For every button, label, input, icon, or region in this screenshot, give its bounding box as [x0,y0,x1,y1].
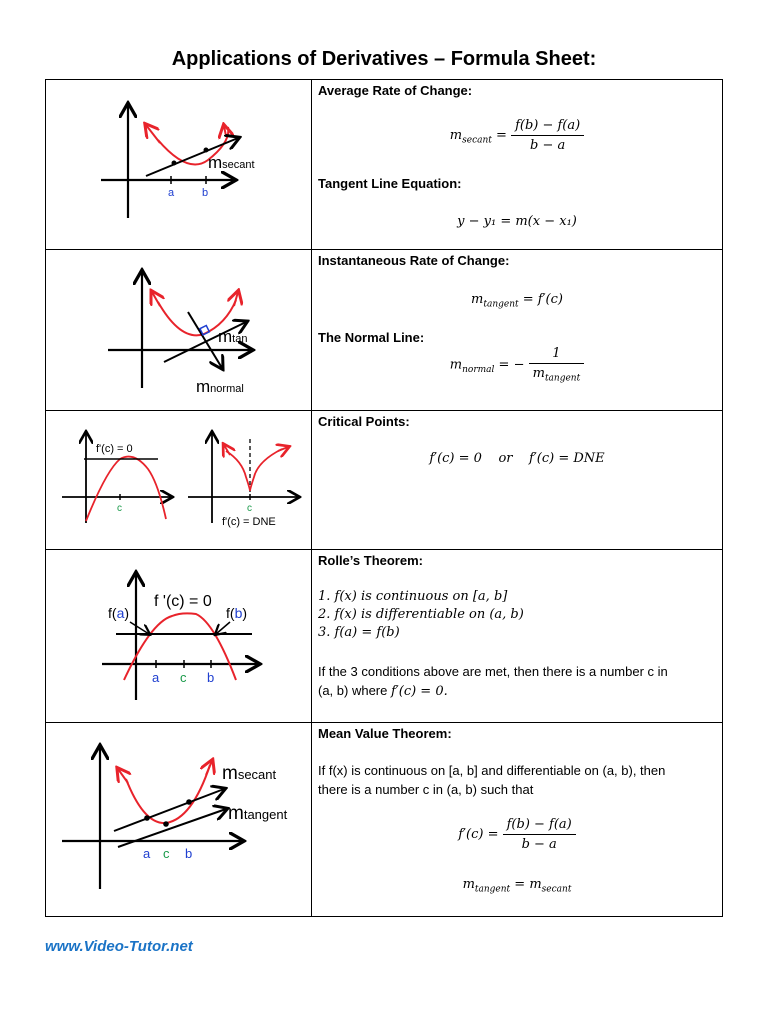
curve-left [86,457,166,521]
instantaneous-rate-text [312,250,723,411]
figure-rolle [46,550,312,723]
mvt-paragraph: If f(x) is continuous on [a, b] and differentiable on (a, b), then there is a number c in (a, b) such that [318,763,666,797]
critical-points-diagram [46,411,311,544]
tick-c-right: c [247,503,252,514]
rolle-diagram [46,550,311,717]
label-m-secant: msecant [222,763,277,784]
figure-mvt [46,723,312,917]
tick-c-left: c [117,503,122,514]
label-m-secant: msecant [208,153,255,172]
formula-tangent-slope: $m_{tangent} = f'(c)$ [471,292,563,310]
row-instantaneous-rate [46,250,723,411]
point-a [172,161,177,166]
mvt-diagram [46,723,311,911]
condition-1: 1. f(x) is continuous on [a, b] [318,589,508,604]
formula-table [45,79,723,917]
heading-rolles-theorem: Rolle’s Theorem: [318,553,423,568]
condition-3: 3. f(a) = f(b) [318,625,400,640]
point-b [186,799,192,805]
tick-b: b [202,187,209,199]
figure-critical [46,411,312,550]
average-rate-text [312,80,723,250]
row-rolles-theorem [46,550,723,723]
label-fb: f(b) [226,605,248,621]
curve-right [226,449,282,491]
tick-c: c [180,670,187,685]
formula-critical-points: f′(c) = 0 or f′(c) = DNE [429,451,605,466]
row-critical-points [46,411,723,550]
tangent-normal-diagram [46,250,311,405]
rolles-theorem-text [312,550,723,723]
label-derivative-dne: f'(c) = DNE [222,516,276,528]
figure-tangent-normal [46,250,312,411]
heading-tangent-line: Tangent Line Equation: [318,176,462,191]
footer-link[interactable]: www.Video-Tutor.net [45,938,193,955]
formula-normal-slope: $m_{normal}$ = − $\frac{1}{m_{tangent}}$ [312,346,722,384]
secant-diagram [46,80,311,244]
row-average-rate [46,80,723,250]
tick-a: a [168,187,175,199]
tick-a: a [152,670,160,685]
heading-mean-value-theorem: Mean Value Theorem: [318,726,452,741]
label-derivative-zero: f '(c) = 0 [154,593,212,610]
rolle-conclusion: If the 3 conditions above are met, then there is a number c in (a, b) where f′(c) = 0. [318,664,668,699]
heading-normal-line: The Normal Line: [318,330,425,345]
label-m-tan: mtan [218,327,248,346]
tick-b: b [207,670,215,685]
curve [126,765,210,823]
formula-secant-slope: $m_{secant}$ = $\frac{f(b) - f(a)}{b - a}$ [312,118,722,153]
heading-average-rate: Average Rate of Change: [318,83,473,98]
row-mean-value-theorem [46,723,723,917]
tick-b: b [185,846,193,861]
critical-points-text [312,411,723,550]
label-m-normal: mnormal [196,377,244,396]
label-derivative-zero: f'(c) = 0 [96,443,133,455]
rolle-conditions [318,588,524,642]
figure-secant [46,80,312,250]
tick-c: c [163,846,170,861]
mean-value-theorem-text [312,723,723,917]
point-a [144,815,150,821]
formula-m-tangent-equals-secant: $m_{tangent} = m_{secant}$ [462,877,572,895]
page-title: Applications of Derivatives – Formula Sheet: [171,48,597,70]
point-c [163,821,169,827]
formula-tangent-line: y − y₁ = m(x − x₁) [457,214,577,229]
normal-line [188,312,222,368]
heading-instantaneous-rate: Instantaneous Rate of Change: [318,253,510,268]
formula-mvt: f′(c) = $\frac{f(b) - f(a)}{b - a}$ [312,817,722,852]
label-m-tangent: mtangent [228,803,288,824]
heading-critical-points: Critical Points: [318,414,410,429]
secant-line [114,789,224,831]
label-fa: f(a) [108,605,130,621]
condition-2: 2. f(x) is differentiable on (a, b) [318,607,524,622]
tick-a: a [143,846,151,861]
point-b [204,148,209,153]
